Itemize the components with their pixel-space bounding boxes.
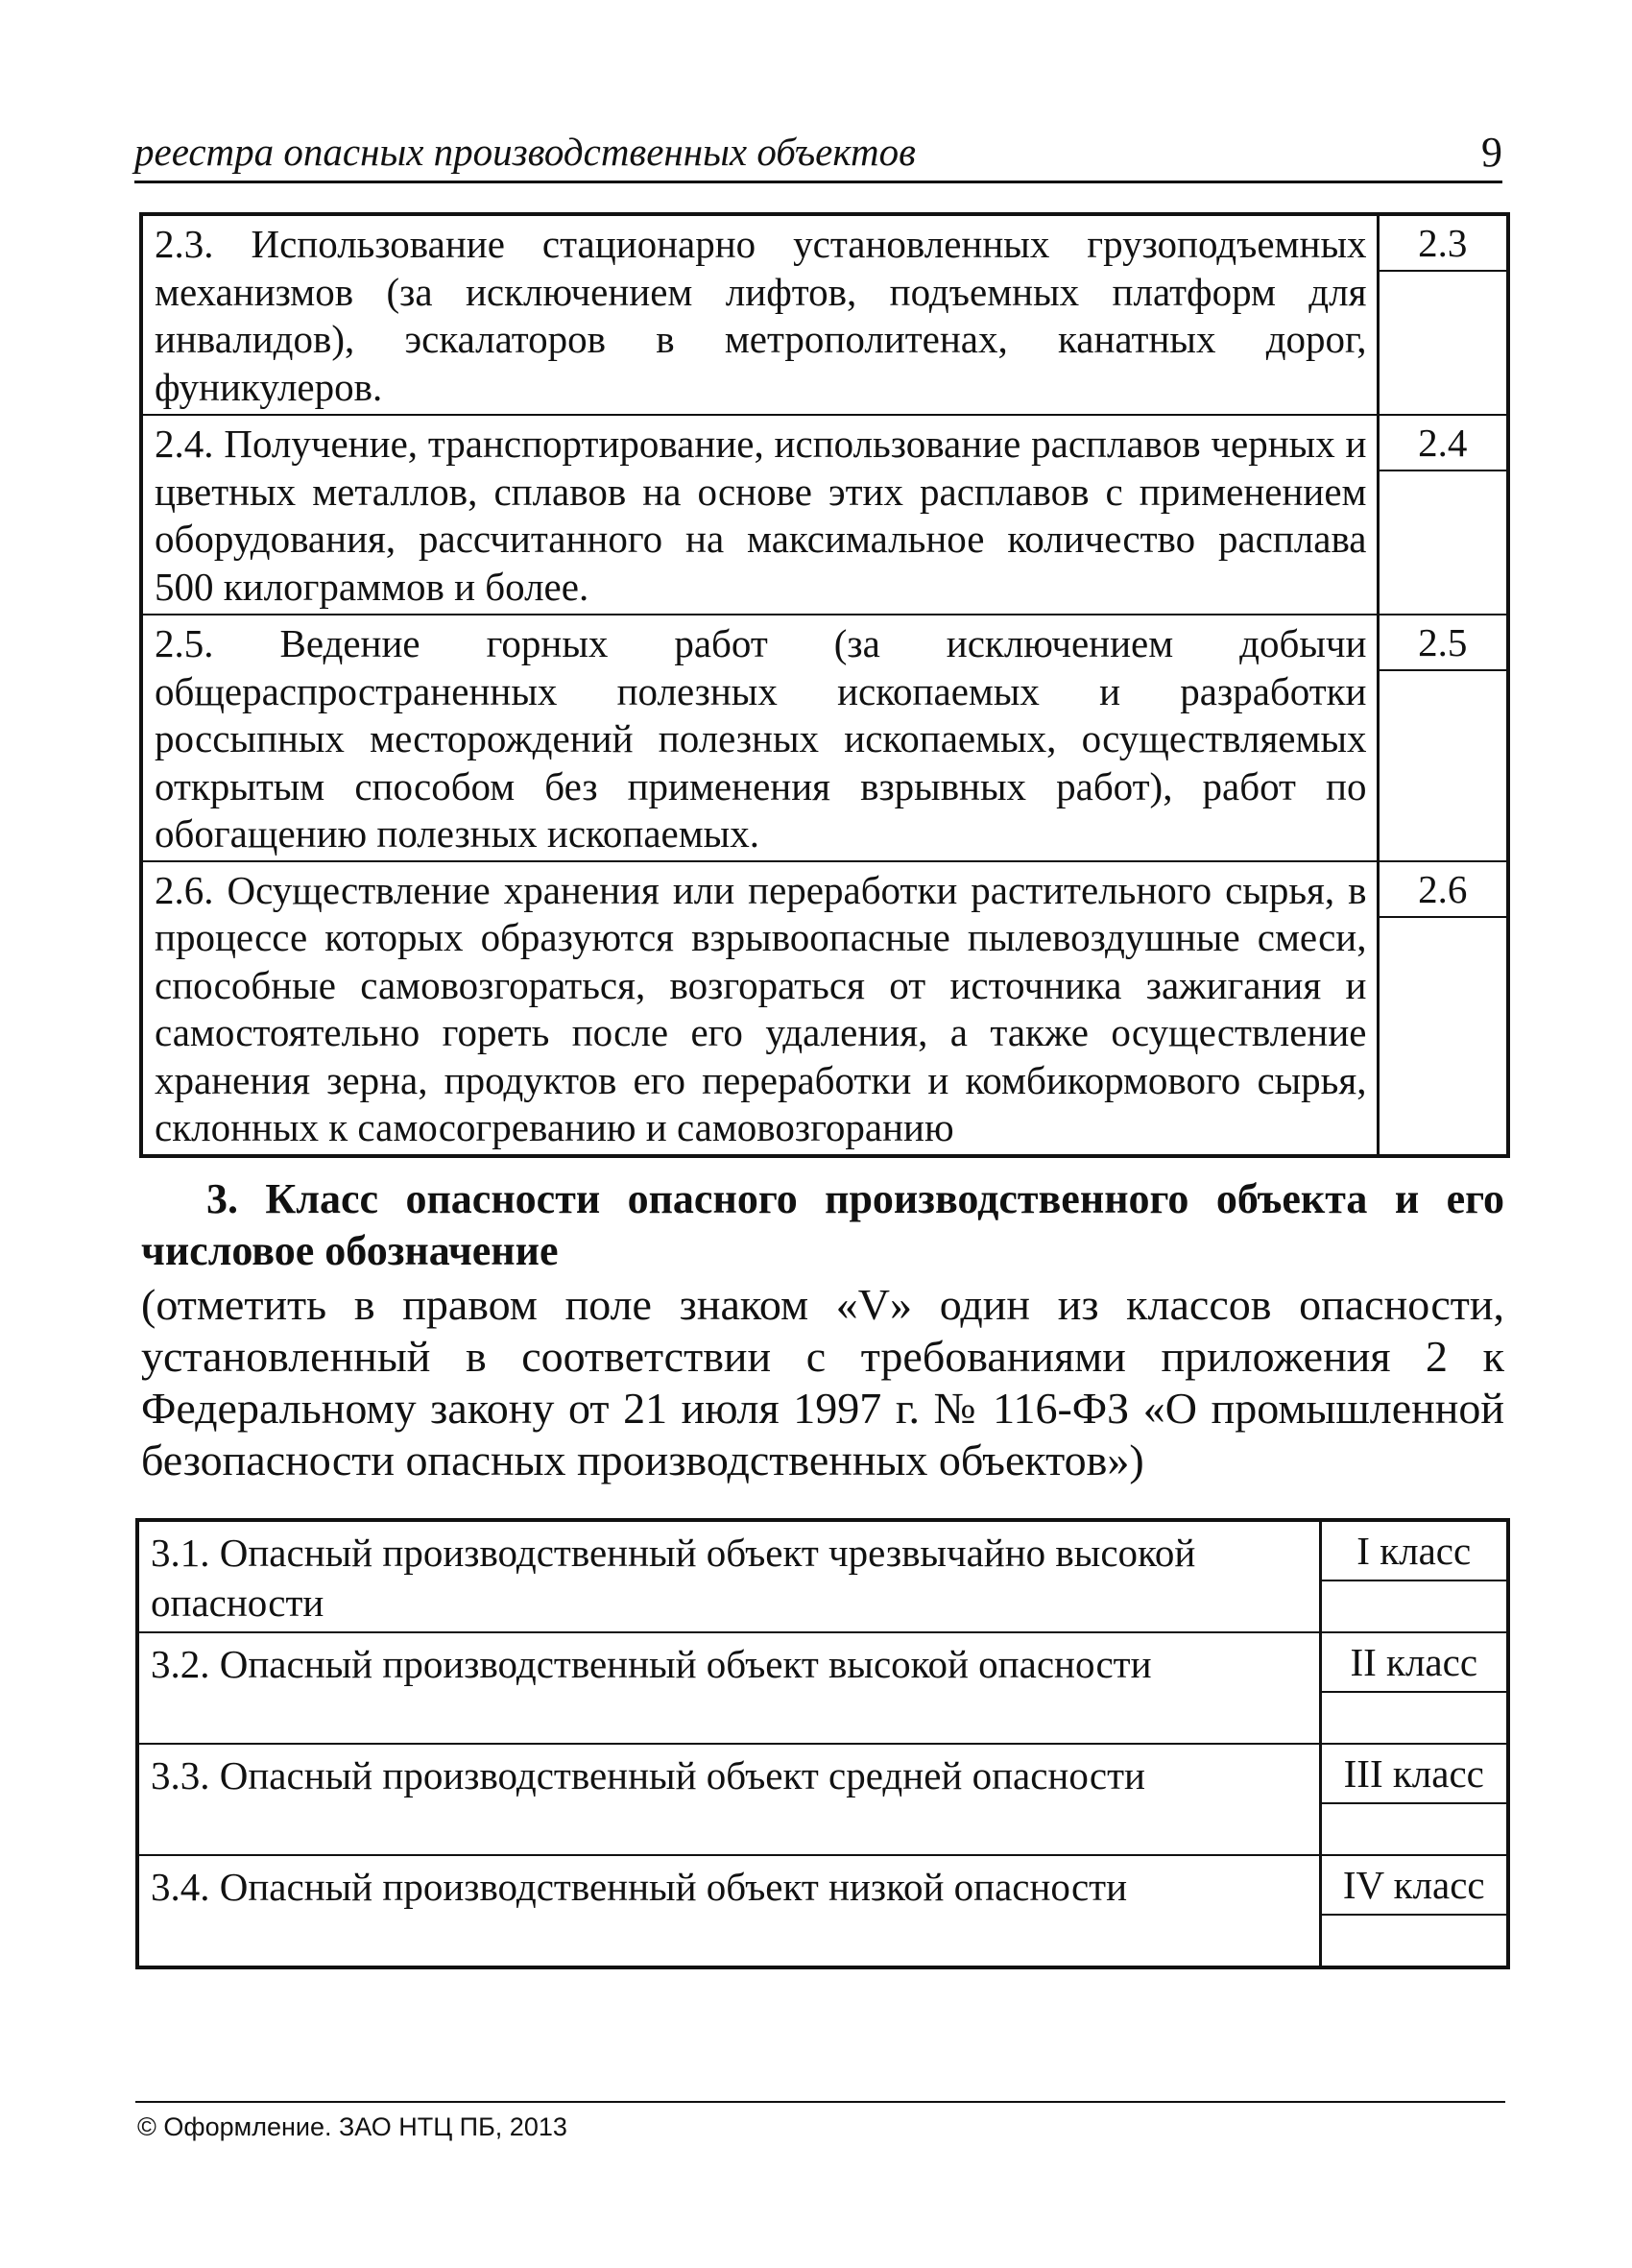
mark-cell[interactable]: [1320, 1915, 1508, 1967]
copyright-footer: © Оформление. ЗАО НТЦ ПБ, 2013: [137, 2112, 567, 2141]
running-title: реестра опасных производственных объектов: [134, 130, 916, 174]
table-row: [137, 1632, 1508, 1692]
table-row: [141, 615, 1508, 670]
activity-description: 2.3. Использование стационарно установленных грузоподъемных механизмов (за исключением лифтов, подъемных платформ для инвалидов), эскалаторов в метрополитенах, канатных дорог, фуникулеров.: [141, 214, 1378, 415]
activity-description: 2.4. Получение, транспортирование, использование расплавов черных и цветных металлов, сплавов на основе этих расплавов с применением оборудования, рассчитанного на максимальное количество расплава 500 килограммов и более.: [141, 415, 1378, 615]
mark-cell[interactable]: [1320, 1580, 1508, 1632]
section-3: [141, 1173, 1504, 1486]
hazard-class-label: III класс: [1320, 1744, 1508, 1803]
hazard-class-description: 3.1. Опасный производственный объект чрезвычайно высокой опасности: [137, 1520, 1320, 1632]
table-row: [141, 861, 1508, 917]
section-instructions: (отметить в правом поле знаком «V» один из классов опасности, установленный в соответствии с требованиями приложения 2 к Федеральному закону от 21 июля 1997 г. № 116-ФЗ «О промышленной безопасности опасных производственных объектов»): [141, 1280, 1504, 1484]
mark-cell[interactable]: [1378, 271, 1508, 415]
page-number: 9: [1481, 129, 1502, 176]
table-row: [137, 1520, 1508, 1580]
table-row: [137, 1744, 1508, 1803]
hazard-class-description: 3.3. Опасный производственный объект средней опасности: [137, 1744, 1320, 1855]
section-heading: 3. Класс опасности опасного производственного объекта и его числовое обозначение: [141, 1175, 1504, 1274]
mark-cell[interactable]: [1378, 670, 1508, 860]
mark-cell[interactable]: [1378, 470, 1508, 615]
mark-cell[interactable]: [1320, 1803, 1508, 1855]
hazard-class-label: II класс: [1320, 1632, 1508, 1692]
activity-code: 2.3: [1378, 214, 1508, 271]
footer-divider: [135, 2101, 1505, 2103]
activity-code: 2.6: [1378, 861, 1508, 917]
page-header: [134, 123, 1502, 183]
table-row: [137, 1855, 1508, 1915]
hazard-class-table: [135, 1518, 1510, 1969]
activity-description: 2.6. Осуществление хранения или переработки растительного сырья, в процессе которых образуются взрывоопасные пылевоздушные смеси, способные самовозгораться, возгораться от источника зажигания и самостоятельно гореть после его удаления, а также осуществление хранения зерна, продуктов его переработки и комбикормового сырья, склонных к самосогреванию и самовозгоранию: [141, 861, 1378, 1156]
hazard-class-description: 3.4. Опасный производственный объект низкой опасности: [137, 1855, 1320, 1967]
hazard-class-description: 3.2. Опасный производственный объект высокой опасности: [137, 1632, 1320, 1744]
table-row: [141, 214, 1508, 271]
activities-table: [139, 212, 1510, 1158]
hazard-class-label: IV класс: [1320, 1855, 1508, 1915]
activity-code: 2.5: [1378, 615, 1508, 670]
activity-code: 2.4: [1378, 415, 1508, 470]
mark-cell[interactable]: [1320, 1692, 1508, 1744]
hazard-class-label: I класс: [1320, 1520, 1508, 1580]
activity-description: 2.5. Ведение горных работ (за исключением добычи общераспространенных полезных ископаемых и разработки россыпных месторождений полезных ископаемых, осуществляемых открытым способом без применения взрывных работ), работ по обогащению полезных ископаемых.: [141, 615, 1378, 861]
mark-cell[interactable]: [1378, 917, 1508, 1156]
table-row: [141, 415, 1508, 470]
